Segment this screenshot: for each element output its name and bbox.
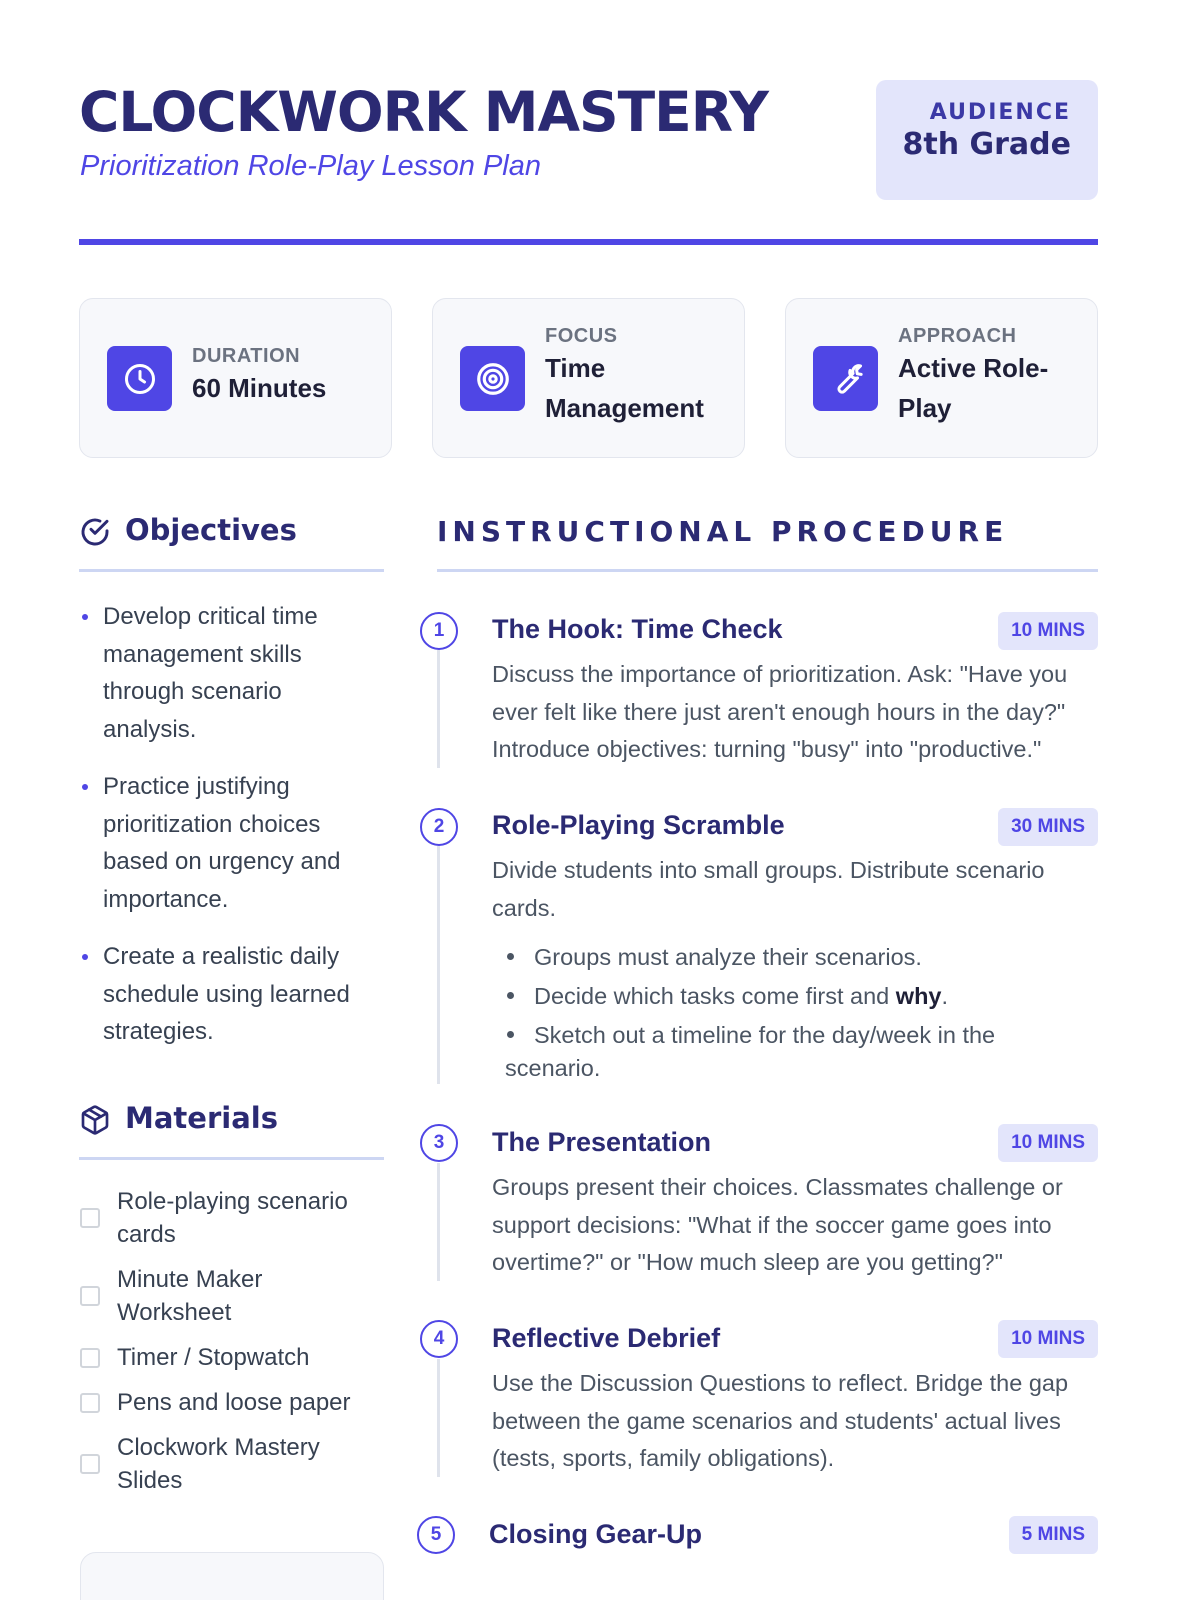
- timeline-connector: [437, 1163, 440, 1281]
- focus-card: [432, 298, 745, 458]
- step-bullet: [505, 1019, 1065, 1085]
- step-title: Reflective Debrief: [492, 1323, 721, 1353]
- materials-heading: Materials: [125, 1101, 278, 1135]
- page-subtitle: Prioritization Role-Play Lesson Plan: [80, 150, 541, 182]
- step-description: Use the Discussion Questions to reflect. Bridge the gap between the game scenarios and students' actual lives (tests, sports, family obligations).: [492, 1370, 1069, 1471]
- step-bullet: [505, 980, 1065, 1013]
- material-item[interactable]: [80, 1341, 380, 1374]
- step-number: 4: [420, 1320, 458, 1358]
- timeline-connector: [437, 650, 440, 768]
- material-label: Clockwork Mastery Slides: [117, 1434, 320, 1494]
- material-label: Minute Maker Worksheet: [117, 1266, 263, 1326]
- duration-value: 60 Minutes: [192, 373, 327, 403]
- objective-item: Develop critical time management skills through scenario analysis.: [80, 598, 380, 748]
- step-title: Role-Playing Scramble: [492, 810, 785, 840]
- wrench-icon: [813, 346, 878, 411]
- bullet-text: Groups must analyze their scenarios.: [534, 944, 922, 970]
- bullet-dot: [507, 992, 514, 999]
- step-title: The Presentation: [492, 1127, 712, 1157]
- step-number: 3: [420, 1124, 458, 1162]
- step-description: Groups present their choices. Classmates challenge or support decisions: "What if the soccer game goes into overtime?" or "How much sleep are you getting?": [492, 1174, 1063, 1275]
- clock-icon: [107, 346, 172, 411]
- procedure-heading: INSTRUCTIONAL PROCEDURE: [437, 515, 1009, 548]
- focus-label: FOCUS: [545, 325, 618, 347]
- objective-item: Create a realistic daily schedule using learned strategies.: [80, 938, 380, 1051]
- material-checkbox[interactable]: [80, 1286, 100, 1306]
- material-checkbox[interactable]: [80, 1348, 100, 1368]
- duration-badge: 10 MINS: [998, 1124, 1098, 1162]
- objective-item: Practice justifying prioritization choices based on urgency and importance.: [80, 768, 380, 918]
- material-checkbox[interactable]: [80, 1208, 100, 1228]
- duration-card: [79, 298, 392, 458]
- focus-value: Time Management: [545, 353, 704, 423]
- check-circle-icon: [79, 516, 111, 552]
- audience-label: AUDIENCE: [929, 100, 1071, 125]
- bullet-dot: [507, 953, 514, 960]
- audience-value: 8th Grade: [902, 127, 1071, 162]
- step-number: 1: [420, 612, 458, 650]
- approach-value: Active Role-Play: [898, 353, 1049, 423]
- duration-badge: 30 MINS: [998, 808, 1098, 846]
- step-bullet-list: [505, 941, 1065, 1091]
- material-label: Timer / Stopwatch: [117, 1344, 310, 1371]
- step-title: Closing Gear-Up: [489, 1519, 703, 1549]
- material-label: Role-playing scenario cards: [117, 1188, 348, 1248]
- materials-divider: [79, 1157, 384, 1160]
- objectives-heading: Objectives: [125, 513, 297, 547]
- material-checkbox[interactable]: [80, 1454, 100, 1474]
- material-item[interactable]: [80, 1185, 380, 1251]
- step-description: Discuss the importance of prioritization. Ask: "Have you ever felt like there just aren't enough hours in the day?" Introduce objectives: turning "busy" into "productive.": [492, 661, 1068, 762]
- step-title: The Hook: Time Check: [492, 614, 783, 644]
- procedure-divider: [437, 569, 1098, 572]
- materials-list: [80, 1185, 380, 1509]
- approach-card: [785, 298, 1098, 458]
- bullet-text: Decide which tasks come first and: [534, 983, 896, 1009]
- duration-badge: 5 MINS: [1009, 1516, 1098, 1554]
- duration-badge: 10 MINS: [998, 612, 1098, 650]
- objectives-divider: [79, 569, 384, 572]
- duration-badge: 10 MINS: [998, 1320, 1098, 1358]
- sidebar-card: [80, 1552, 384, 1600]
- audience-badge: [876, 80, 1098, 200]
- page-title: CLOCKWORK MASTERY: [79, 80, 768, 144]
- box-icon: [79, 1104, 111, 1140]
- material-checkbox[interactable]: [80, 1393, 100, 1413]
- step-description: Divide students into small groups. Distribute scenario cards.: [492, 857, 1045, 921]
- target-icon: [460, 346, 525, 411]
- bullet-bold-text: why: [895, 983, 942, 1009]
- approach-label: APPROACH: [898, 325, 1017, 347]
- material-item[interactable]: [80, 1263, 380, 1329]
- bullet-text: Sketch out a timeline for the day/week in the scenario.: [505, 1022, 996, 1081]
- duration-label: DURATION: [192, 345, 301, 367]
- material-item[interactable]: [80, 1386, 380, 1419]
- step-bullet: [505, 941, 1065, 974]
- material-item[interactable]: [80, 1431, 380, 1497]
- material-label: Pens and loose paper: [117, 1389, 351, 1416]
- objectives-list: [80, 598, 380, 1071]
- step-number: 2: [420, 808, 458, 846]
- bullet-text: .: [941, 983, 949, 1009]
- bullet-dot: [507, 1031, 514, 1038]
- timeline-connector: [437, 846, 440, 1084]
- timeline-connector: [437, 1359, 440, 1477]
- step-number: 5: [417, 1516, 455, 1554]
- header-divider: [79, 239, 1098, 245]
